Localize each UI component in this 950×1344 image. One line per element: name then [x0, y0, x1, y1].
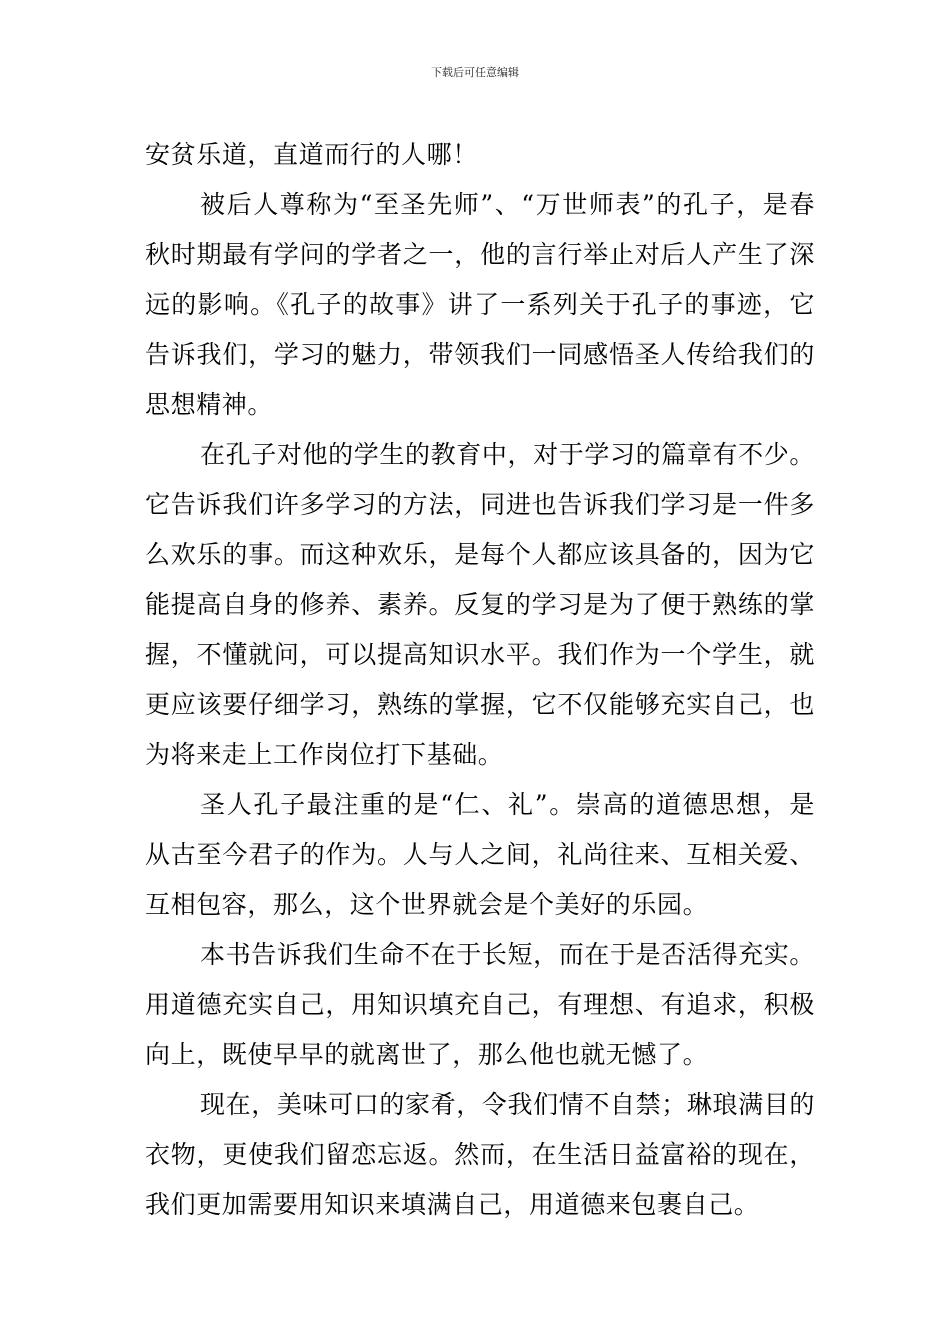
paragraph-2: 被后人尊称为“至圣先师”、“万世师表”的孔子，是春秋时期最有学问的学者之一，他的言行举止对后人产生了深远的影响。《孔子的故事》讲了一系列关于孔子的事迹，它告诉我们，学习的魅力，带领我们一同感悟圣人传给我们的思想精神。	[145, 190, 815, 419]
paragraph-4: 圣人孔子最注重的是“仁、礼”。崇高的道德思想，是从古至今君子的作为。人与人之间，礼尚往来、互相关爱、互相包容，那么，这个世界就会是个美好的乐园。	[145, 790, 815, 919]
page-header: 下载后可任意编辑	[431, 66, 519, 79]
paragraph-5: 本书告诉我们生命不在于长短，而在于是否活得充实。用道德充实自己，用知识填充自己，有理想、有追求，积极向上，既使早早的就离世了，那么他也就无憾了。	[145, 940, 815, 1069]
paragraph-1: 安贫乐道，直道而行的人哪！	[145, 140, 478, 169]
paragraph-3: 在孔子对他的学生的教育中，对于学习的篇章有不少。它告诉我们许多学习的方法，同进也告诉我们学习是一件多么欢乐的事。而这种欢乐，是每个人都应该具备的，因为它能提高自身的修养、素养。反复的学习是为了便于熟练的掌握，不懂就问，可以提高知识水平。我们作为一个学生，就更应该要仔细学习，熟练的掌握，它不仅能够充实自己，也为将来走上工作岗位打下基础。	[145, 440, 815, 769]
document-body	[145, 130, 815, 1230]
paragraph-6: 现在，美味可口的家肴，令我们情不自禁；琳琅满目的衣物，更使我们留恋忘返。然而，在生活日益富裕的现在，我们更加需要用知识来填满自己，用道德来包裹自己。	[145, 1090, 815, 1219]
